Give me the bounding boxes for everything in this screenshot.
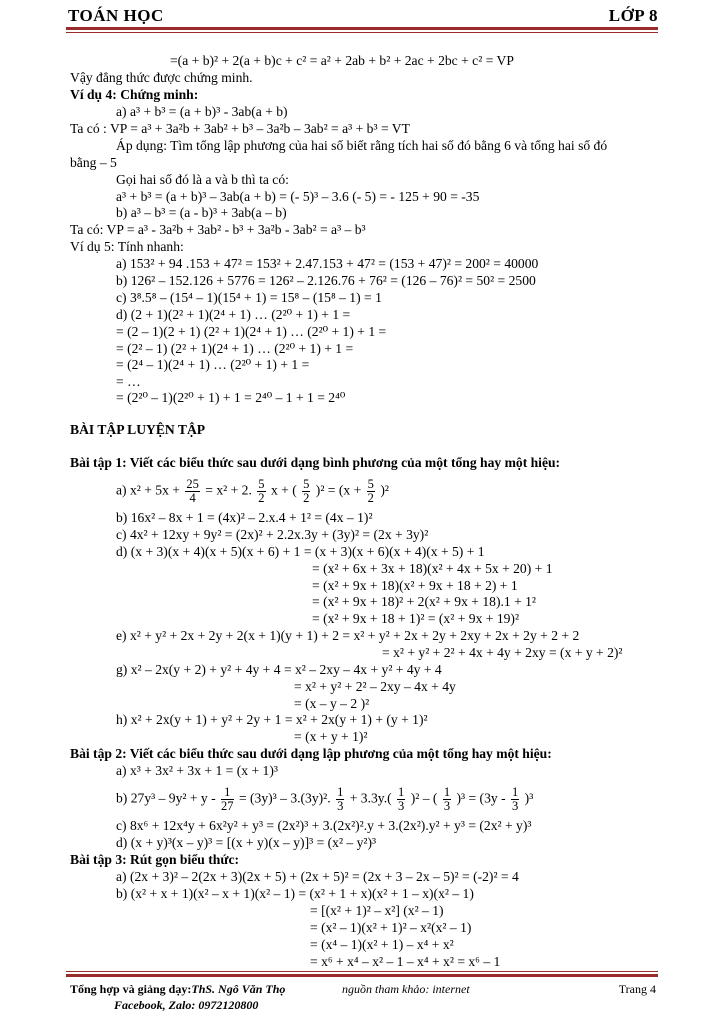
text-line: Bài tập 3: Rút gọn biểu thức: (70, 852, 240, 867)
expr-text: a) x² + 5x + (116, 482, 180, 498)
text-line: = (2² – 1) (2² + 1)(2⁴ + 1) … (2²⁰ + 1) + 1 = (116, 341, 354, 356)
text-line: Bài tập 1: Viết các biểu thức sau dưới dạng bình phương của một tổng hay một hiệu: (70, 455, 561, 470)
text-line: g) x² – 2x(y + 2) + y² + 4y + 4 = x² – 2xy – 4x + y² + 4y + 4 (116, 662, 442, 677)
text-line: = (x – y – 2 )² (294, 696, 370, 711)
text-line: = … (116, 374, 141, 389)
fraction-denominator: 27 (221, 799, 234, 813)
fraction-denominator: 3 (398, 799, 405, 813)
fraction (443, 786, 451, 813)
fraction-denominator: 2 (303, 491, 310, 505)
fraction-numerator: 5 (303, 477, 310, 491)
header-subject: TOÁN HỌC (68, 6, 164, 25)
text-line: Áp dụng: Tìm tổng lập phương của hai số biết rằng tích hai số đó bằng 6 và tổng hai số đó (116, 138, 608, 153)
text-line: = (x² + 9x + 18)(x² + 9x + 18 + 2) + 1 (312, 578, 518, 593)
fraction-numerator: 1 (337, 785, 344, 799)
expr-text: )³ = (3y - (456, 790, 506, 806)
text-line: Bài tập 2: Viết các biểu thức sau dưới dạng lập phương của một tổng hay một hiệu: (70, 746, 552, 761)
text-line: = (2 – 1)(2 + 1) (2² + 1)(2⁴ + 1) … (2²⁰ + 1) + 1 = (116, 324, 387, 339)
text-line: a) 153² + 94 .153 + 47² = 153² + 2.47.153 + 47² = (153 + 47)² = 200² = 40000 (116, 256, 539, 271)
footer-author-label: Tổng hợp và giảng dạy: (70, 982, 192, 996)
text-line: Ví dụ 4: Chứng minh: (70, 87, 199, 102)
fraction-numerator: 1 (221, 786, 234, 800)
text-line: b) (x² + x + 1)(x² – x + 1)(x² – 1) = (x² + 1 + x)(x² + 1 – x)(x² – 1) (116, 886, 474, 901)
text-line: d) (2 + 1)(2² + 1)(2⁴ + 1) … (2²⁰ + 1) + 1 = (116, 307, 351, 322)
text-line: b) 126² – 152.126 + 5776 = 126² – 2.126.76 + 76² = (126 – 76)² = 50² = 2500 (116, 273, 536, 288)
fraction (257, 478, 265, 505)
footer-page-number: Trang 4 (618, 982, 656, 996)
text-line: c) 8x⁶ + 12x⁴y + 6x²y² + y³ = (2x²)³ + 3.(2x²)².y + 3.(2x²).y² + y³ = (2x² + y)³ (116, 818, 532, 833)
fraction-numerator: 5 (367, 477, 374, 491)
text-line: a) a³ + b³ = (a + b)³ - 3ab(a + b) (116, 104, 288, 119)
expr-text: )² = (x + (315, 482, 362, 498)
text-line: =(a + b)² + 2(a + b)c + c² = a² + 2ab + b² + 2ac + 2bc + c² = VP (170, 53, 514, 68)
fraction-denominator: 4 (189, 491, 196, 505)
fraction (397, 786, 405, 813)
header-rule-thin (66, 32, 658, 33)
text-line: = x⁶ + x⁴ – x² – 1 – x⁴ + x² = x⁶ – 1 (310, 954, 501, 969)
fraction (367, 478, 375, 505)
footer-contact: Facebook, Zalo: 0972120800 (114, 998, 259, 1012)
text-line: BÀI TẬP LUYỆN TẬP (70, 422, 206, 437)
text-line: d) (x + y)³(x – y)³ = [(x + y)(x – y)]³ = (x² – y²)³ (116, 835, 377, 850)
footer-rule-thin (66, 971, 658, 972)
text-line: d) (x + 3)(x + 4)(x + 5)(x + 6) + 1 = (x + 3)(x + 6)(x + 4)(x + 5) + 1 (116, 544, 485, 559)
expr-text: = (3y)³ – 3.(3y)². (238, 790, 331, 806)
fraction (336, 786, 344, 813)
text-line: Gọi hai số đó là a và b thì ta có: (116, 172, 289, 187)
footer-author-name: ThS. Ngô Văn Thọ (191, 982, 286, 996)
footer-author (70, 982, 285, 997)
text-line: = x² + y² + 2² + 4x + 4y + 2xy = (x + y + 2)² (382, 645, 623, 660)
text-line: = (2⁴ – 1)(2⁴ + 1) … (2²⁰ + 1) + 1 = (116, 357, 310, 372)
text-line: h) x² + 2x(y + 1) + y² + 2y + 1 = x² + 2x(y + 1) + (y + 1)² (116, 712, 428, 727)
expr-text: )³ (524, 790, 534, 806)
header-grade: LỚP 8 (608, 6, 658, 25)
text-line: bằng – 5 (70, 155, 117, 170)
expr-text: )² (380, 482, 389, 498)
footer-rule (66, 974, 658, 977)
text-line: b) 16x² – 8x + 1 = (4x)² – 2.x.4 + 1² = (4x – 1)² (116, 510, 373, 525)
fraction-denominator: 3 (443, 799, 451, 813)
text-line: a) x³ + 3x² + 3x + 1 = (x + 1)³ (116, 763, 278, 778)
text-line: Ví dụ 5: Tính nhanh: (70, 239, 184, 254)
text-line: b) a³ – b³ = (a - b)³ + 3ab(a – b) (116, 205, 287, 220)
text-line: e) x² + y² + 2x + 2y + 2(x + 1)(y + 1) + 2 = x² + y² + 2x + 2y + 2xy + 2x + 2y + 2 + 2 (116, 628, 580, 643)
text-line: = (x² + 9x + 18)² + 2(x² + 9x + 18).1 + 1² (312, 594, 537, 609)
fraction (185, 478, 200, 505)
fraction-denominator: 3 (512, 799, 519, 813)
text-line: = (x⁴ – 1)(x² + 1) – x⁴ + x² (310, 937, 454, 952)
text-line: = [(x² + 1)² – x²] (x² – 1) (310, 903, 444, 918)
fraction-numerator: 5 (258, 477, 265, 491)
exercise-1a-line (116, 478, 389, 505)
text-line: Ta có : VP = a³ + 3a²b + 3ab² + b³ – 3a²b – 3ab² = a³ + b³ = VT (70, 121, 410, 136)
text-line: Ta có: VP = a³ - 3a²b + 3ab² - b³ + 3a²b - 3ab² = a³ – b³ (70, 222, 366, 237)
fraction-numerator: 25 (186, 477, 199, 491)
text-line: a³ + b³ = (a + b)³ – 3ab(a + b) = (- 5)³ – 3.6 (- 5) = - 125 + 90 = -35 (116, 189, 480, 204)
text-line: = x² + y² + 2² – 2xy – 4x + 4y (294, 679, 456, 694)
text-line: a) (2x + 3)² – 2(2x + 3)(2x + 5) + (2x + 5)² = (2x + 3 – 2x – 5)² = (-2)² = 4 (116, 869, 519, 884)
fraction-denominator: 3 (337, 799, 344, 813)
fraction (221, 786, 234, 813)
exercise-2b-line (116, 786, 533, 813)
text-line: c) 4x² + 12xy + 9y² = (2x)² + 2.2x.3y + (3y)² = (2x + 3y)² (116, 527, 429, 542)
text-line: = (x² – 1)(x² + 1)² – x²(x² – 1) (310, 920, 472, 935)
text-line: c) 3⁸.5⁸ – (15⁴ – 1)(15⁴ + 1) = 15⁸ – (15⁸ – 1) = 1 (116, 290, 382, 305)
fraction-denominator: 2 (258, 491, 265, 505)
text-line: = (2²⁰ – 1)(2²⁰ + 1) + 1 = 2⁴⁰ – 1 + 1 = 2⁴⁰ (116, 390, 346, 405)
fraction-numerator: 1 (512, 785, 519, 799)
expr-text: x + ( (270, 482, 297, 498)
expr-text: + 3.3y.( (349, 790, 392, 806)
expr-text: = x² + 2. (205, 482, 252, 498)
text-line: = (x + y + 1)² (294, 729, 368, 744)
header-rule (66, 27, 658, 30)
fraction-numerator: 1 (398, 785, 405, 799)
fraction (511, 786, 519, 813)
text-line: = (x² + 6x + 3x + 18)(x² + 4x + 5x + 20) + 1 (312, 561, 553, 576)
text-line: Vậy đẳng thức được chứng minh. (70, 70, 253, 85)
fraction-numerator: 1 (443, 785, 451, 799)
expr-text: b) 27y³ – 9y² + y - (116, 790, 216, 806)
fraction (302, 478, 310, 505)
fraction-denominator: 2 (367, 491, 374, 505)
text-line: = (x² + 9x + 18 + 1)² = (x² + 9x + 19)² (312, 611, 520, 626)
footer-source: nguồn tham khảo: internet (342, 982, 470, 996)
expr-text: )² – ( (410, 790, 438, 806)
